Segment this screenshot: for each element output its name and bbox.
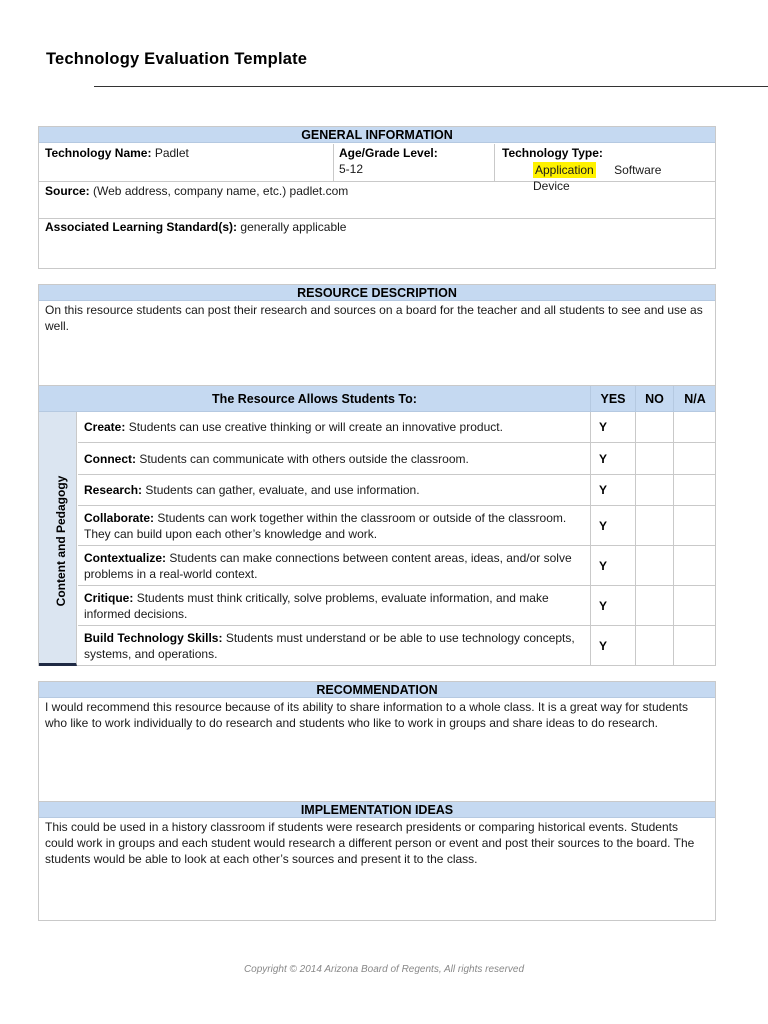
row-yes-mark: Y <box>590 546 635 585</box>
row-na-cell <box>673 626 715 666</box>
row-no-cell <box>635 443 673 474</box>
resource-description-text: On this resource students can post their research and sources on a board for the teacher and all students to see and use as well. <box>39 302 715 386</box>
standards-row <box>39 219 715 235</box>
source-value: (Web address, company name, etc.) padlet.com <box>93 184 349 198</box>
table-row <box>78 475 715 506</box>
row-label: Collaborate: <box>84 510 155 525</box>
row-text <box>78 412 590 442</box>
technology-name-label: Technology Name: <box>45 146 152 160</box>
row-text <box>78 506 590 545</box>
table-row <box>78 626 715 666</box>
resource-description-header: RESOURCE DESCRIPTION <box>39 285 715 301</box>
row-description: Students must think critically, solve problems, evaluate information, and make informed decisions. <box>84 590 549 621</box>
recommendation-section <box>38 681 716 801</box>
table-row <box>78 506 715 546</box>
row-text <box>78 546 590 585</box>
row-label: Contextualize: <box>84 550 167 565</box>
row-no-cell <box>635 626 673 666</box>
age-grade-value: 5-12 <box>339 162 364 176</box>
age-grade-cell <box>333 144 494 182</box>
standards-label: Associated Learning Standard(s): <box>45 220 238 234</box>
row-yes-mark: Y <box>590 506 635 545</box>
content-pedagogy-label: Content and Pedagogy <box>54 475 68 607</box>
age-grade-label: Age/Grade Level: <box>339 146 438 160</box>
no-column-header: NO <box>635 386 673 412</box>
row-label: Create: <box>84 420 126 434</box>
row-description: Students can gather, evaluate, and use information. <box>145 483 420 497</box>
row-no-cell <box>635 546 673 585</box>
table-row <box>78 546 715 586</box>
yes-column-header: YES <box>590 386 635 412</box>
row-text <box>78 586 590 625</box>
na-column-header: N/A <box>673 386 716 412</box>
row-yes-mark: Y <box>590 475 635 505</box>
resource-description-section <box>38 284 716 666</box>
row-na-cell <box>673 412 715 442</box>
technology-type-label: Technology Type: <box>502 146 603 160</box>
implementation-ideas-section <box>38 801 716 921</box>
recommendation-header: RECOMMENDATION <box>39 682 715 698</box>
table-row <box>78 443 715 475</box>
type-option-application: Application <box>535 163 594 177</box>
general-information-section <box>38 126 716 269</box>
row-description: Students can use creative thinking or will create an innovative product. <box>128 420 503 434</box>
page-title: Technology Evaluation Template <box>46 50 308 68</box>
allows-students-table-header <box>39 386 715 412</box>
row-no-cell <box>635 586 673 625</box>
row-description: Students can communicate with others outside the classroom. <box>139 451 469 466</box>
technology-name-value: Padlet <box>154 146 189 160</box>
row-label: Critique: <box>84 590 134 605</box>
technology-name-cell <box>39 144 333 182</box>
technology-type-cell <box>494 144 715 193</box>
allows-students-heading: The Resource Allows Students To: <box>212 392 417 406</box>
row-no-cell <box>635 506 673 545</box>
row-na-cell <box>673 475 715 505</box>
implementation-ideas-header: IMPLEMENTATION IDEAS <box>39 802 715 818</box>
row-no-cell <box>635 412 673 442</box>
title-divider <box>94 86 768 87</box>
row-label: Research: <box>84 483 143 497</box>
recommendation-text: I would recommend this resource because of its ability to share information to a whole class. It is a great way for students who like to work individually to do research and students who like to work in groups and share ideas to do research. <box>45 700 688 730</box>
source-row <box>39 183 715 219</box>
row-na-cell <box>673 506 715 545</box>
row-na-cell <box>673 586 715 625</box>
table-row <box>78 412 715 443</box>
copyright-footer: Copyright © 2014 Arizona Board of Regents, All rights reserved <box>243 964 525 975</box>
row-description: Students can make connections between content areas, ideas, and/or solve problems in a real-world context. <box>84 550 572 581</box>
implementation-ideas-text: This could be used in a history classroom if students were research presidents or comparing historical events. Students could work in groups and each student would research a different person or event and post their sources to the board. The students would be able to look at each other’s sources and present it to the class. <box>45 820 695 866</box>
source-label: Source: <box>45 184 90 198</box>
general-information-header: GENERAL INFORMATION <box>39 127 715 143</box>
type-option-software: Software <box>614 163 662 177</box>
row-yes-mark: Y <box>590 586 635 625</box>
row-text <box>78 475 590 505</box>
row-yes-mark: Y <box>590 626 635 666</box>
row-na-cell <box>673 546 715 585</box>
row-text <box>78 626 590 666</box>
row-na-cell <box>673 443 715 474</box>
row-label: Build Technology Skills: <box>84 631 223 645</box>
row-yes-mark: Y <box>590 412 635 442</box>
row-text <box>78 443 590 474</box>
type-option-device: Device <box>533 179 570 193</box>
row-yes-mark: Y <box>590 443 635 474</box>
standards-value: generally applicable <box>240 220 347 234</box>
table-row <box>78 586 715 626</box>
row-description: Students must understand or be able to use technology concepts, systems, and operations. <box>84 631 575 661</box>
row-description: Students can work together within the classroom or outside of the classroom. They can build upon each other’s knowledge and work. <box>84 510 567 541</box>
row-no-cell <box>635 475 673 505</box>
row-label: Connect: <box>84 451 136 466</box>
